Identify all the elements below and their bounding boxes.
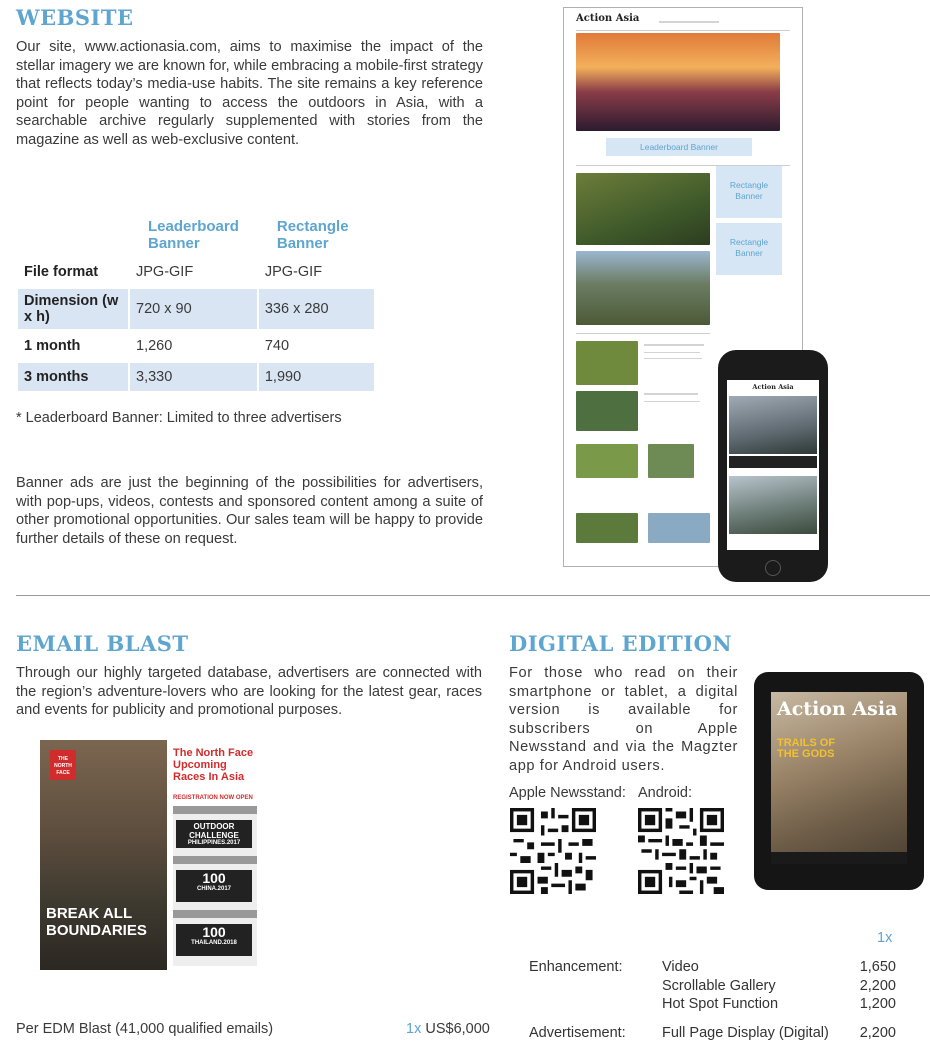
- event-name: 100: [202, 870, 226, 886]
- edm-photo: [40, 740, 167, 970]
- hero-image: [576, 33, 780, 131]
- article-thumb: [648, 513, 710, 543]
- advertisement-price: 2,200: [859, 1025, 896, 1041]
- price-column-header: 1x: [877, 930, 893, 946]
- banner-rates-table: [16, 212, 376, 394]
- email-body: Through our highly targeted database, advertisers are connected with the region’s adventure-lovers who are looking for the latest gear, races and events for publicity and promotional purposes.: [16, 665, 482, 718]
- leaderboard-banner: Leaderboard Banner: [606, 138, 752, 156]
- table-cell: 1,990: [259, 363, 374, 391]
- article-image: [576, 251, 710, 325]
- row-label: Dimension (w x h): [18, 289, 128, 329]
- edm-price-label: Per EDM Blast (41,000 qualified emails): [16, 1021, 274, 1037]
- table-cell: 720 x 90: [130, 289, 257, 329]
- event-name: 100: [202, 924, 226, 940]
- enhancement-price: 2,200: [859, 977, 896, 994]
- flyer-registration: REGISTRATION NOW OPEN: [173, 795, 253, 801]
- event-sub: PHILIPPINES.2017: [187, 840, 241, 846]
- edm-price: US$6,000: [425, 1021, 490, 1037]
- android-label: Android:: [638, 785, 693, 801]
- column-header-rectangle: Rectangle Banner: [276, 218, 349, 252]
- event-sub: THAILAND.2018: [191, 940, 237, 946]
- article-thumb: [576, 341, 638, 385]
- row-label: 3 months: [18, 363, 128, 391]
- cover-title: TRAILS OF THE GODS: [777, 737, 836, 760]
- website-heading: WEBSITE: [16, 5, 134, 30]
- flyer-slogan: BREAK ALL BOUNDARIES: [46, 905, 147, 939]
- table-row: [18, 289, 374, 329]
- apple-qr-code[interactable]: [510, 808, 596, 894]
- advertisement-label: Advertisement:: [529, 1025, 626, 1041]
- enhancement-price: 1,650: [859, 959, 896, 975]
- table-cell: 3,330: [130, 363, 257, 391]
- article-thumb: [648, 444, 694, 478]
- table-cell: 740: [264, 338, 290, 354]
- footnote: * Leaderboard Banner: Limited to three advertisers: [16, 410, 342, 426]
- table-header-row: [18, 215, 374, 255]
- row-label: 1 month: [24, 338, 81, 354]
- rectangle-banner: Rectangle Banner: [716, 166, 782, 218]
- event-card: [173, 856, 257, 912]
- event-card: [173, 910, 257, 966]
- table-cell: JPG-GIF: [136, 264, 194, 280]
- flyer-title: The North Face Upcoming Races In Asia: [173, 747, 254, 783]
- article-thumb: [576, 513, 638, 543]
- column-header-leaderboard: Leaderboard Banner: [148, 218, 239, 252]
- cover-logo: Action Asia: [777, 698, 898, 720]
- row-label: File format: [24, 264, 99, 280]
- enhancement-price: 1,200: [859, 996, 896, 1012]
- table-row: [18, 258, 374, 286]
- enhancement-item: Scrollable Gallery: [662, 977, 776, 994]
- site-logo: Action Asia: [576, 13, 640, 24]
- event-card: [173, 806, 257, 858]
- enhancement-label: Enhancement:: [529, 959, 623, 975]
- rectangle-banner: Rectangle Banner: [716, 223, 782, 275]
- enhancement-item: Video: [662, 959, 699, 975]
- enhancement-item: Hot Spot Function: [662, 996, 779, 1012]
- article-thumb: [576, 444, 638, 478]
- smartphone-mockup: [718, 350, 828, 582]
- table-cell: 1,260: [136, 338, 173, 354]
- brand-logo: THE NORTH FACE: [50, 750, 76, 780]
- website-intro: Our site, www.actionasia.com, aims to maximise the impact of the stellar imagery we are known for, while embracing a mobile-first strategy that reflects today’s media-use habits. The site remains a key reference point for people wanting to access the outdoors in Asia, with a searchable archive regularly supplemented with stories from the magazine as well as web-exclusive content.: [16, 39, 483, 148]
- tablet-mockup: [754, 672, 924, 890]
- apple-label: Apple Newsstand:: [509, 785, 626, 801]
- android-qr-code[interactable]: [638, 808, 724, 894]
- event-name: OUTDOOR CHALLENGE: [189, 822, 239, 840]
- table-row: [18, 363, 374, 391]
- advertisement-item: Full Page Display (Digital): [662, 1025, 829, 1041]
- section-divider: [16, 595, 930, 596]
- table-cell: JPG-GIF: [264, 264, 323, 280]
- email-heading: EMAIL BLAST: [16, 631, 189, 656]
- digital-heading: DIGITAL EDITION: [509, 631, 733, 656]
- website-outro: Banner ads are just the beginning of the possibilities for advertisers, with pop-ups, videos, contests and sponsored content among a suite of other promotional opportunities. Our sales team will be happy to provide further details of these on request.: [16, 475, 483, 547]
- article-thumb: [576, 391, 638, 431]
- edm-price-multiplier: 1x: [406, 1021, 422, 1037]
- event-sub: CHINA.2017: [196, 886, 231, 892]
- phone-screen: [727, 380, 819, 550]
- phone-article: [729, 476, 817, 534]
- article-image: [576, 173, 710, 245]
- phone-logo: Action Asia: [752, 383, 794, 391]
- phone-hero: [729, 396, 817, 454]
- table-row: [18, 332, 374, 360]
- table-cell: 336 x 280: [259, 289, 374, 329]
- magazine-cover: [771, 692, 907, 864]
- digital-body: For those who read on their smartphone or tablet, a digital version is available for subscribers on Apple Newsstand and via the Magzter app for Android users.: [509, 665, 738, 774]
